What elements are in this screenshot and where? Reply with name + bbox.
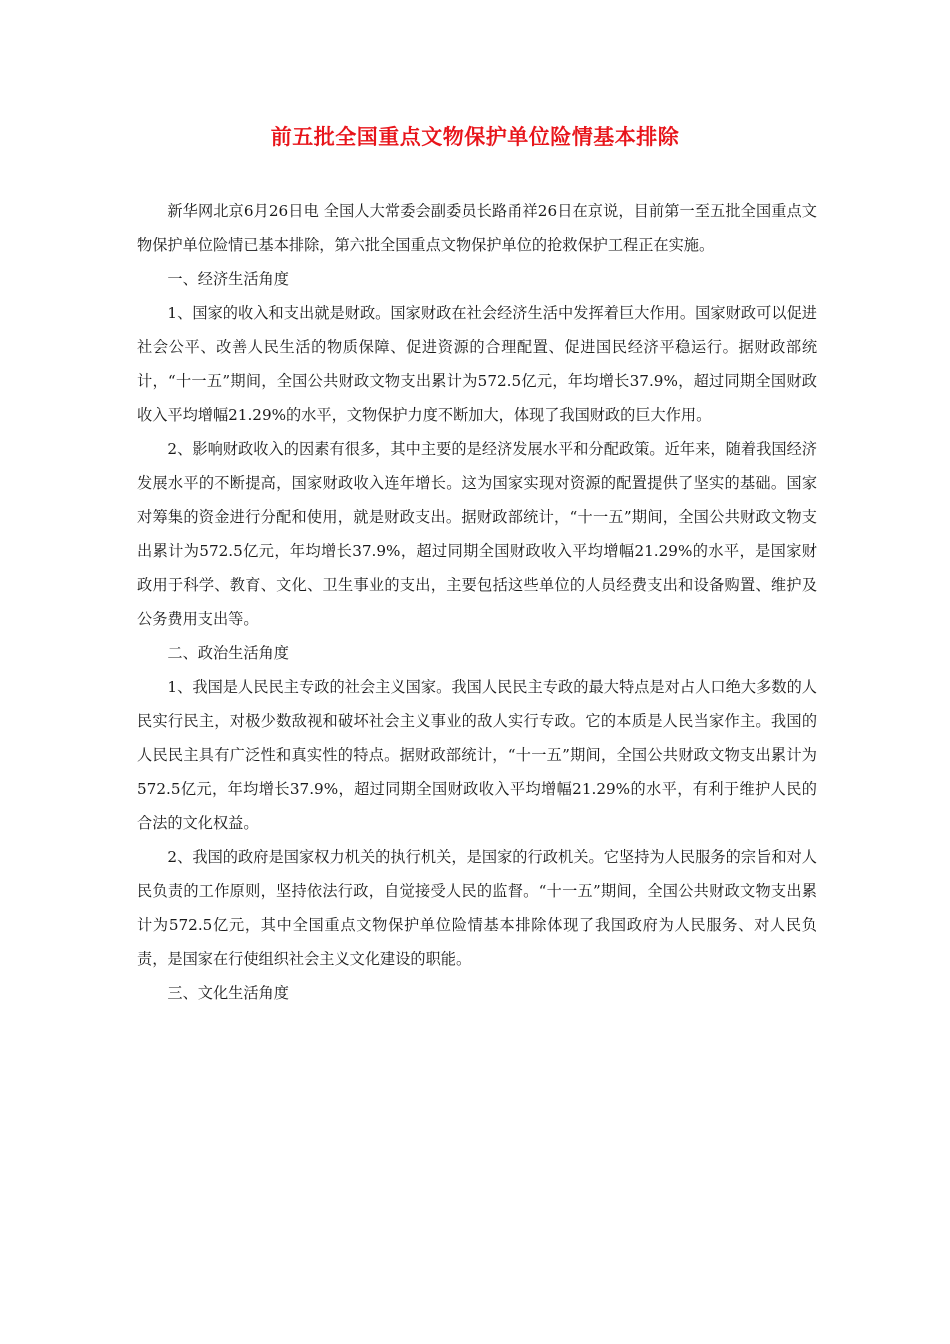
section-heading-economic: 一、经济生活角度 [167,270,289,288]
paragraph-intro: 新华网北京6月26日电 全国人大常委会副委员长路甬祥26日在京说，目前第一至五批全国重点文物保护单位险情已基本排除，第六批全国重点文物保护单位的抢救保护工程正在实施。 [137,202,817,254]
paragraph-economic-2: 2、影响财政收入的因素有很多，其中主要的是经济发展水平和分配政策。近年来，随着我国经济发展水平的不断提高，国家财政收入连年增长。这为国家实现对资源的配置提供了坚实的基础。国家对筹集的资金进行分配和使用，就是财政支出。据财政部统计，“十一五”期间，全国公共财政文物支出累计为572.5亿元，年均增长37.9%，超过同期全国财政收入平均增幅21.29%的水平，是国家财政用于科学、教育、文化、卫生事业的支出，主要包括这些单位的人员经费支出和设备购置、维护及公务费用支出等。 [137,440,817,628]
document-body [137,194,817,1010]
section-heading-political: 二、政治生活角度 [167,644,289,662]
paragraph-political-1: 1、我国是人民民主专政的社会主义国家。我国人民民主专政的最大特点是对占人口绝大多数的人民实行民主，对极少数敌视和破坏社会主义事业的敌人实行专政。它的本质是人民当家作主。我国的人民民主具有广泛性和真实性的特点。据财政部统计，“十一五”期间，全国公共财政文物支出累计为572.5亿元，年均增长37.9%，超过同期全国财政收入平均增幅21.29%的水平，有利于维护人民的合法的文化权益。 [137,678,817,832]
document-title: 前五批全国重点文物保护单位险情基本排除 [270,124,680,149]
paragraph-economic-1: 1、国家的收入和支出就是财政。国家财政在社会经济生活中发挥着巨大作用。国家财政可以促进社会公平、改善人民生活的物质保障、促进资源的合理配置、促进国民经济平稳运行。据财政部统计，“十一五”期间，全国公共财政文物支出累计为572.5亿元，年均增长37.9%，超过同期全国财政收入平均增幅21.29%的水平，文物保护力度不断加大，体现了我国财政的巨大作用。 [137,304,817,424]
paragraph-political-2: 2、我国的政府是国家权力机关的执行机关，是国家的行政机关。它坚持为人民服务的宗旨和对人民负责的工作原则，坚持依法行政，自觉接受人民的监督。“十一五”期间，全国公共财政文物支出累计为572.5亿元，其中全国重点文物保护单位险情基本排除体现了我国政府为人民服务、对人民负责，是国家在行使组织社会主义文化建设的职能。 [137,848,817,968]
section-heading-cultural: 三、文化生活角度 [167,984,289,1002]
